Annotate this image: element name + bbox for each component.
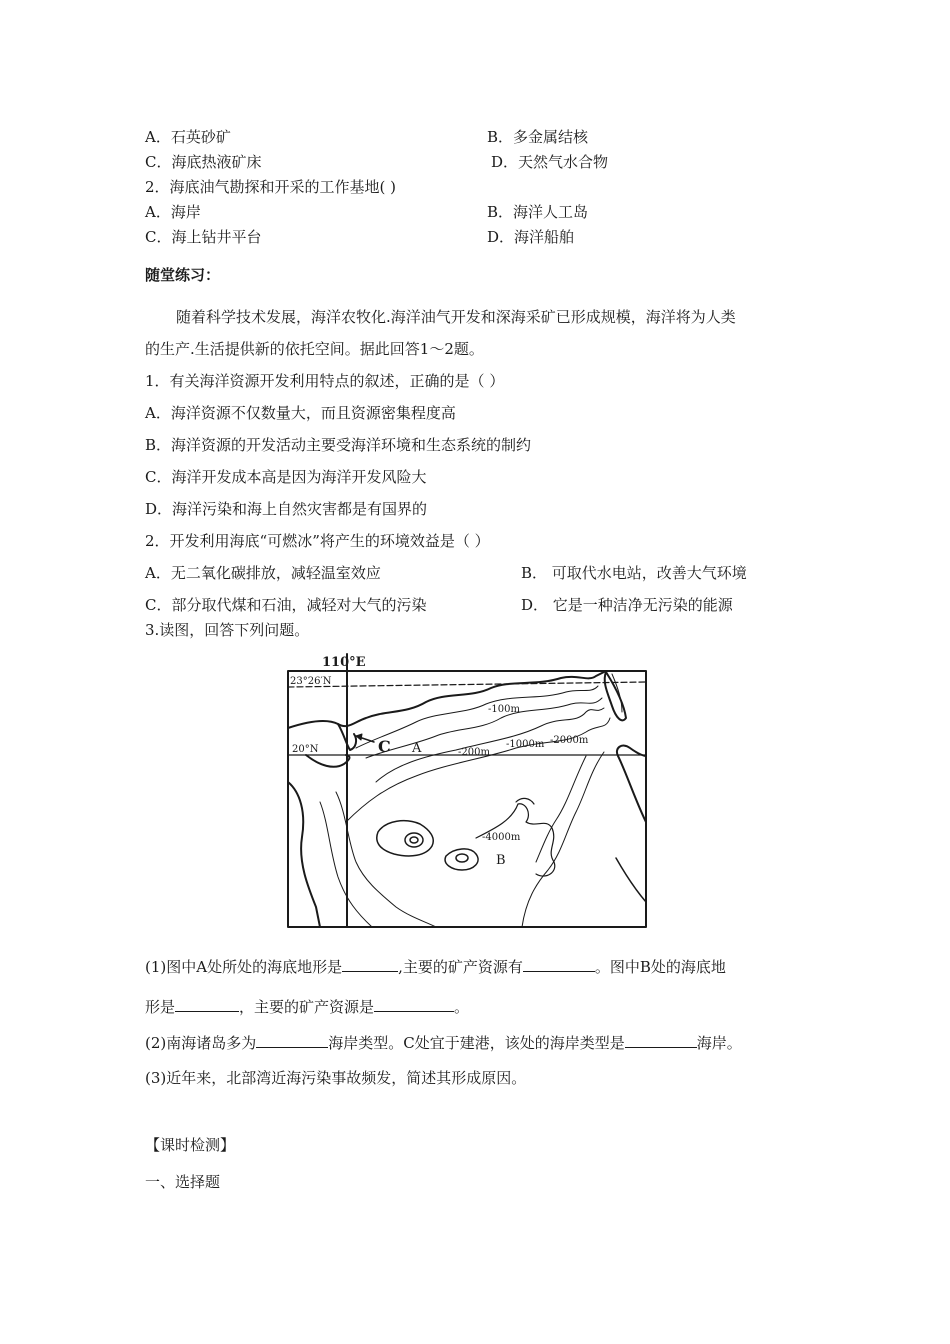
q3-sub1-text-f: 。 xyxy=(454,998,470,1016)
label-c: C xyxy=(378,737,391,756)
label-a: A xyxy=(412,741,422,756)
q2-option-a: A．海岸 xyxy=(145,203,201,221)
depth-1000-label: -1000m xyxy=(506,739,545,750)
q3-sub2-text-b: 海岸类型。C处宜于建港，该处的海岸类型是 xyxy=(328,1034,625,1052)
answer-blank-a-resources[interactable] xyxy=(523,957,595,972)
lesson-test-heading: 【课时检测】 xyxy=(145,1136,236,1154)
q3-sub1-line1 xyxy=(145,957,726,977)
lat-20n-label: 20°N xyxy=(292,744,319,755)
practice-q1-option-a: A．海洋资源不仅数量大，而且资源密集程度高 xyxy=(145,404,456,422)
contour-2000m xyxy=(346,718,610,822)
depth-4000-label: -4000m xyxy=(482,832,521,843)
q3-sub1-line2 xyxy=(145,997,469,1017)
q2-option-c: C．海上钻井平台 xyxy=(145,228,262,246)
label-b: B xyxy=(496,853,506,868)
practice-intro-line1: 随着科学技术发展，海洋农牧化.海洋油气开发和深海采矿已形成规模，海洋将为人类 xyxy=(176,308,736,326)
lat-tropic-label: 23°26′N xyxy=(290,676,332,687)
practice-q1-option-b: B．海洋资源的开发活动主要受海洋环境和生态系统的制约 xyxy=(145,436,532,454)
q3-sub1-text-c: 。图中B处的海底地 xyxy=(594,958,726,976)
q3-sub3-line: (3)近年来，北部湾近海污染事故频发，简述其形成原因。 xyxy=(145,1069,527,1087)
option-a: A．石英砂矿 xyxy=(145,128,231,146)
option-c: C．海底热液矿床 xyxy=(145,153,262,171)
practice-q2-stem: 2．开发利用海底“可燃冰”将产生的环境效益是（ ） xyxy=(145,532,490,550)
q2-option-d: D．海洋船舶 xyxy=(487,228,575,246)
tropic-line xyxy=(288,682,646,687)
q3-sub1-text-d: 形是 xyxy=(145,998,176,1016)
practice-q3-stem: 3.读图，回答下列问题。 xyxy=(145,621,310,639)
q2-option-b: B．海洋人工岛 xyxy=(487,203,589,221)
answer-blank-b-landform[interactable] xyxy=(175,997,239,1012)
depth-2000-label: -2000m xyxy=(550,735,589,746)
practice-q1-option-d: D．海洋污染和海上自然灾害都是有国界的 xyxy=(145,500,428,518)
q3-sub2-line xyxy=(145,1033,742,1053)
philippines-coast xyxy=(617,746,646,822)
multiple-choice-heading: 一、选择题 xyxy=(145,1173,221,1191)
shoal-1-inner xyxy=(405,833,423,847)
q3-sub1-text-b: ,主要的矿产资源有 xyxy=(398,958,523,976)
depth-100-label: -100m xyxy=(488,704,520,715)
answer-blank-c-coast[interactable] xyxy=(625,1033,697,1048)
depth-200-label: -200m xyxy=(458,747,490,758)
practice-q2-option-c: C．部分取代煤和石油，减轻对大气的污染 xyxy=(145,596,427,614)
hainan-coast xyxy=(306,755,350,767)
indochina-coast xyxy=(288,782,320,927)
answer-blank-b-resources[interactable] xyxy=(374,997,454,1012)
practice-q2-option-b: B． 可取代水电站，改善大气环境 xyxy=(521,564,747,582)
south-china-sea-map xyxy=(286,652,648,930)
q3-sub1-text-a: (1)图中A处所处的海底地形是 xyxy=(145,958,343,976)
shoal-2 xyxy=(445,849,478,870)
question-2-stem: 2．海底油气勘探和开采的工作基地( ) xyxy=(145,178,397,196)
practice-q2-option-a: A．无二氧化碳排放，减轻温室效应 xyxy=(145,564,381,582)
q3-sub2-text-c: 海岸。 xyxy=(696,1034,742,1052)
q3-sub1-text-e: ，主要的矿产资源是 xyxy=(239,998,375,1016)
option-b: B．多金属结核 xyxy=(487,128,589,146)
practice-q1-stem: 1．有关海洋资源开发利用特点的叙述，正确的是（ ） xyxy=(145,372,505,390)
practice-heading: 随堂练习： xyxy=(145,266,221,284)
lon-label: 110°E xyxy=(322,655,366,670)
taiwan-coast xyxy=(605,672,626,720)
mainland-coast xyxy=(288,672,604,728)
practice-q1-option-c: C．海洋开发成本高是因为海洋开发风险大 xyxy=(145,468,427,486)
practice-q2-option-d: D． 它是一种洁净无污染的能源 xyxy=(521,596,733,614)
answer-blank-islands-coast[interactable] xyxy=(256,1033,328,1048)
q3-sub2-text-a: (2)南海诸岛多为 xyxy=(145,1034,257,1052)
option-d: D．天然气水合物 xyxy=(491,153,609,171)
practice-intro-line2: 的生产.生活提供新的依托空间。据此回答1～2题。 xyxy=(145,340,484,358)
answer-blank-a-landform[interactable] xyxy=(342,957,398,972)
